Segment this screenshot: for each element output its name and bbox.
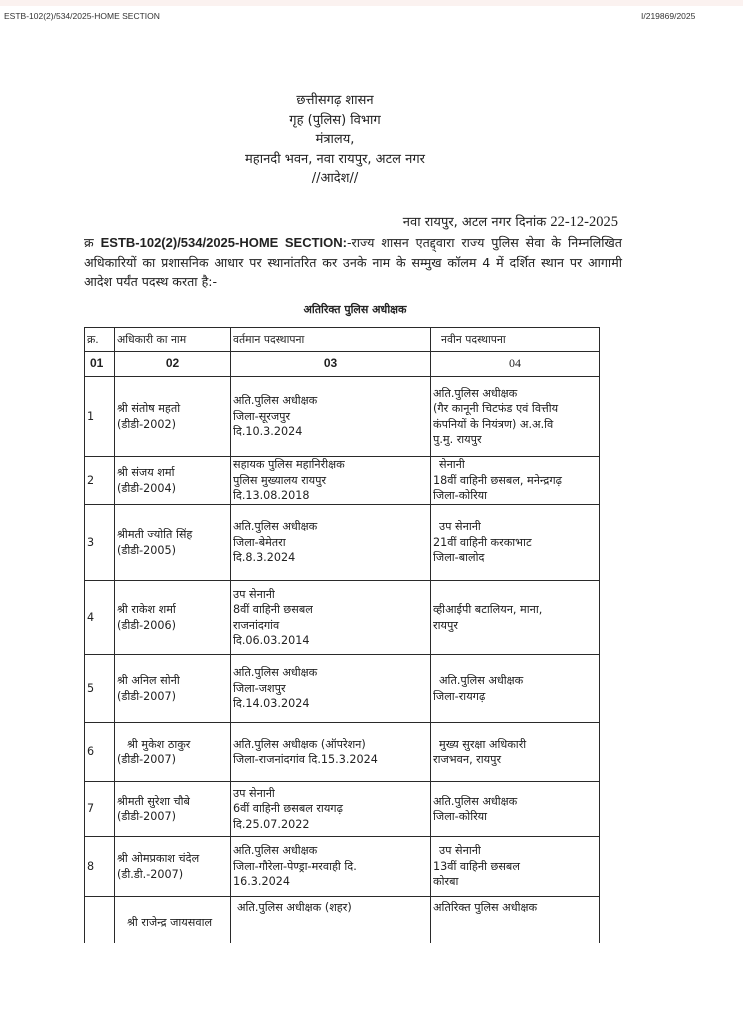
current-posting-line: जिला-राजनांदगांव दि.15.3.2024 — [233, 753, 378, 766]
letterhead-ministry: मंत्रालय, — [315, 132, 355, 147]
row-officer — [115, 837, 231, 897]
receipt-number-header: I/219869/2025 — [641, 11, 696, 21]
new-posting-line: पु.मु. रायपुर — [433, 433, 482, 446]
row-officer — [115, 655, 231, 723]
row-current-posting — [231, 581, 431, 655]
order-reference: ESTB-102(2)/534/2025-HOME SECTION: — [100, 235, 347, 250]
table-row — [85, 897, 600, 943]
row-new-posting — [431, 457, 600, 505]
current-posting-line: जिला-गौरेला-पेण्ड्रा-मरवाही दि. — [233, 859, 357, 873]
new-posting-line: राजभवन, रायपुर — [433, 753, 502, 766]
new-posting-line: उप सेनानी — [439, 520, 481, 534]
row-current-posting — [231, 655, 431, 723]
officer-batch: (डीडी-2005) — [117, 543, 177, 557]
current-posting-line: दि.8.3.2024 — [233, 551, 296, 565]
row-new-posting — [431, 897, 600, 943]
letterhead-order-title: //आदेश// — [311, 171, 359, 186]
current-posting-line: सहायक पुलिस महानिरीक्षक — [233, 458, 345, 472]
row-officer — [115, 377, 231, 457]
row-serial: 7 — [85, 782, 115, 837]
new-posting-line: अति.पुलिस अधीक्षक — [433, 794, 518, 808]
new-posting-line: जिला-कोरिया — [433, 810, 488, 823]
column-number-4: 04 — [431, 352, 600, 377]
header-current-posting: वर्तमान पदस्थापना — [231, 328, 431, 352]
current-posting-line: उप सेनानी — [233, 786, 275, 800]
officer-name: श्री संतोष महतो — [117, 402, 181, 415]
new-posting-line: (गैर कानूनी चिटफंड एवं वित्तीय — [433, 402, 559, 415]
new-posting-line: मुख्य सुरक्षा अधिकारी — [439, 737, 527, 751]
table-header-row — [85, 328, 600, 352]
row-current-posting — [231, 457, 431, 505]
row-officer — [115, 897, 231, 943]
new-posting-line: जिला-रायगढ़ — [433, 689, 486, 703]
section-title: अतिरिक्त पुलिस अधीक्षक — [303, 303, 407, 316]
row-current-posting — [231, 505, 431, 581]
header-new-posting: नवीन पदस्थापना — [431, 328, 600, 352]
officer-name: श्री अनिल सोनी — [117, 674, 180, 687]
table-row — [85, 837, 600, 897]
table-row — [85, 457, 600, 505]
officer-batch: (डीडी-2007) — [117, 689, 177, 703]
current-posting-line: राजनांदगांव — [233, 618, 280, 632]
new-posting-line: कोरबा — [433, 875, 459, 889]
row-current-posting — [231, 782, 431, 837]
order-dateline — [300, 212, 618, 231]
officer-name: श्री संजय शर्मा — [117, 466, 175, 479]
row-new-posting — [431, 581, 600, 655]
current-posting-line: अति.पुलिस अधीक्षक (शहर) — [237, 901, 352, 914]
row-serial: 6 — [85, 723, 115, 782]
row-new-posting — [431, 655, 600, 723]
column-number-2: 02 — [115, 352, 231, 377]
row-serial: 2 — [85, 457, 115, 505]
officer-batch: (डी.डी.-2007) — [117, 867, 184, 881]
row-new-posting — [431, 723, 600, 782]
current-posting-line: दि.06.03.2014 — [233, 634, 310, 647]
new-posting-line: कंपनियों के नियंत्रण) अ.अ.वि — [433, 417, 554, 431]
row-serial: 4 — [85, 581, 115, 655]
row-current-posting — [231, 897, 431, 943]
new-posting-line: 13वीं वाहिनी छसबल — [433, 859, 520, 873]
order-text: -राज्य शासन एतद्द्वारा राज्य पुलिस सेवा के निम्नलिखित अधिकारियों का प्रशासनिक आधार पर स्थानांतरित कर उनके नाम के सम्मुख कॉलम 4 में दर्शित स्थान पर आगामी आदेश पर्यंत पदस्थ करता है:- — [84, 235, 622, 289]
current-posting-line: दि.14.03.2024 — [233, 697, 310, 711]
table-row — [85, 505, 600, 581]
table-row — [85, 377, 600, 457]
letterhead-government: छत्तीसगढ़ शासन — [296, 93, 374, 108]
current-posting-line: अति.पुलिस अधीक्षक — [233, 520, 318, 534]
column-number-1: 01 — [85, 352, 115, 377]
row-officer — [115, 505, 231, 581]
table-row — [85, 782, 600, 837]
officer-batch: (डीडी-2007) — [117, 810, 177, 823]
officer-name: श्रीमती ज्योति सिंह — [117, 528, 193, 541]
new-posting-line: व्हीआईपी बटालियन, माना, — [433, 603, 543, 616]
row-current-posting — [231, 723, 431, 782]
row-current-posting — [231, 377, 431, 457]
new-posting-line: 21वीं वाहिनी करकाभाट — [433, 535, 532, 549]
table-row — [85, 655, 600, 723]
current-posting-line: 8वीं वाहिनी छसबल — [233, 603, 313, 616]
current-posting-line: दि.13.08.2018 — [233, 489, 310, 503]
dateline-place: नवा रायपुर, अटल नगर दिनांक — [402, 215, 547, 230]
row-new-posting — [431, 505, 600, 581]
row-new-posting — [431, 782, 600, 837]
current-posting-line: पुलिस मुख्यालय रायपुर — [233, 473, 327, 487]
row-current-posting — [231, 837, 431, 897]
officer-batch: (डीडी-2007) — [117, 753, 177, 766]
row-serial: 1 — [85, 377, 115, 457]
officer-name: श्रीमती सुरेशा चौबे — [117, 794, 190, 808]
letterhead-address: महानदी भवन, नवा रायपुर, अटल नगर — [245, 151, 425, 167]
current-posting-line: जिला-सूरजपुर — [233, 409, 291, 423]
row-serial: 8 — [85, 837, 115, 897]
new-posting-line: जिला-बालोद — [433, 551, 485, 565]
row-officer — [115, 581, 231, 655]
header-officer-name: अधिकारी का नाम — [115, 328, 231, 352]
officer-batch: (डीडी-2004) — [117, 481, 177, 495]
officer-batch: (डीडी-2006) — [117, 618, 177, 632]
header-serial: क्र. — [85, 328, 115, 352]
letterhead-department: गृह (पुलिस) विभाग — [289, 112, 381, 128]
new-posting-line: अतिरिक्त पुलिस अधीक्षक — [433, 901, 538, 914]
new-posting-line: रायपुर — [433, 618, 458, 632]
new-posting-line: अति.पुलिस अधीक्षक — [433, 386, 518, 400]
order-date: 22-12-2025 — [550, 214, 618, 230]
order-prefix: क्र — [84, 235, 94, 250]
new-posting-line: अति.पुलिस अधीक्षक — [439, 674, 524, 687]
current-posting-line: 6वीं वाहिनी छसबल रायगढ़ — [233, 802, 343, 816]
order-paragraph — [84, 233, 622, 292]
row-serial: 5 — [85, 655, 115, 723]
row-serial: 3 — [85, 505, 115, 581]
new-posting-line: 18वीं वाहिनी छसबल, मनेन्द्रगढ़ — [433, 473, 562, 487]
letterhead — [200, 91, 470, 189]
current-posting-line: अति.पुलिस अधीक्षक — [233, 666, 318, 680]
current-posting-line: जिला-बेमेतरा — [233, 535, 286, 549]
officer-name: श्री ओमप्रकाश चंदेल — [117, 852, 200, 865]
file-reference-header: ESTB-102(2)/534/2025-HOME SECTION — [4, 11, 160, 21]
current-posting-line: अति.पुलिस अधीक्षक — [233, 844, 318, 858]
current-posting-line: अति.पुलिस अधीक्षक (ऑपरेशन) — [233, 737, 366, 751]
row-officer — [115, 782, 231, 837]
officer-batch: (डीडी-2002) — [117, 417, 177, 431]
row-new-posting — [431, 377, 600, 457]
column-number-3: 03 — [231, 352, 431, 377]
current-posting-line: दि.25.07.2022 — [233, 817, 310, 831]
new-posting-line: उप सेनानी — [439, 844, 481, 858]
officer-name: श्री मुकेश ठाकुर — [127, 737, 191, 751]
current-posting-line: 16.3.2024 — [233, 875, 290, 889]
current-posting-line: उप सेनानी — [233, 587, 275, 601]
row-new-posting — [431, 837, 600, 897]
table-row — [85, 723, 600, 782]
current-posting-line: अति.पुलिस अधीक्षक — [233, 394, 318, 408]
column-number-row — [85, 352, 600, 377]
viewer-top-bar — [0, 0, 743, 6]
transfer-table — [84, 327, 600, 943]
new-posting-line: सेनानी — [439, 458, 465, 472]
new-posting-line: जिला-कोरिया — [433, 489, 488, 503]
row-officer — [115, 457, 231, 505]
current-posting-line: जिला-जशपुर — [233, 681, 286, 695]
row-serial — [85, 897, 115, 943]
officer-name: श्री राकेश शर्मा — [117, 603, 176, 616]
table-row — [85, 581, 600, 655]
officer-name: श्री राजेन्द्र जायसवाल — [127, 916, 213, 929]
current-posting-line: दि.10.3.2024 — [233, 425, 303, 439]
row-officer — [115, 723, 231, 782]
